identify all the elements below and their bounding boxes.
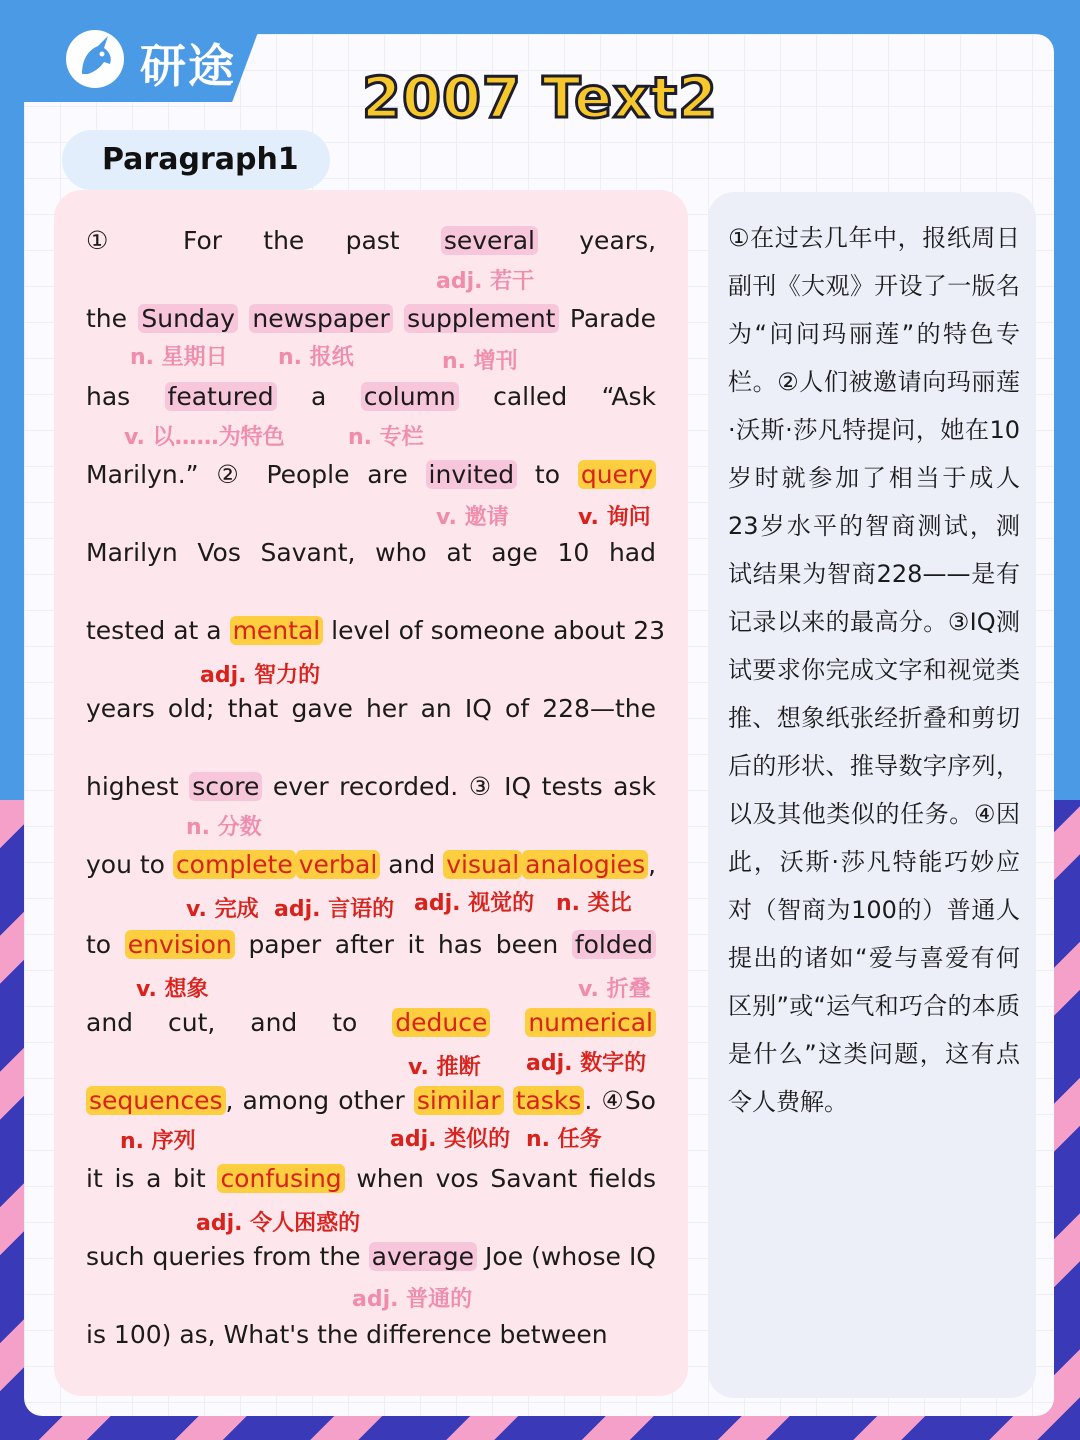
gloss-deduce: v. 推断 [408, 1055, 481, 1080]
gloss-mental: adj. 智力的 [200, 663, 321, 688]
english-line-6: tested at a mental level of someone about 23 [86, 616, 666, 645]
gloss-envision: v. 想象 [136, 977, 209, 1002]
english-line-9: you to complete verbal and visual analogies , [86, 850, 657, 879]
vocab-average: average [369, 1242, 477, 1271]
english-line-14: such queries from the average Joe (whose IQ [86, 1242, 656, 1271]
page-title: 2007 Text2 [362, 66, 718, 131]
brand-logo-text: 研途 [140, 39, 236, 93]
paragraph-label-pill [62, 130, 330, 190]
gloss-numerical: adj. 数字的 [526, 1051, 647, 1076]
vocab-newspaper: newspaper [249, 304, 392, 333]
gloss-similar: adj. 类似的 [390, 1127, 511, 1152]
vocab-supplement: supplement [404, 304, 558, 333]
chinese-translation-text: ①在过去几年中，报纸周日副刊《大观》开设了一版名为“问问玛丽莲”的特色专栏。②人们被邀请向玛丽莲·沃斯·莎凡特提问，她在10岁时就参加了相当于成人23岁水平的智商测试，测试结果为智商228——是有记录以来的最高分。③IQ测试要求你完成文字和视觉类推、想象纸张经折叠和剪切后的形状、推导数字序列，以及其他类似的任务。④因此，沃斯·莎凡特能巧妙应对（智商为100的）普通人提出的诸如“爱与喜爱有何区别”或“运气和巧合的本质是什么”这类问题，这有点令人费解。 [728, 224, 1020, 1116]
english-text-panel [54, 190, 688, 1396]
vocab-similar: similar [414, 1086, 504, 1115]
gloss-confusing: adj. 令人困惑的 [196, 1211, 361, 1236]
vocab-verbal: verbal [296, 850, 381, 879]
paragraph-label: Paragraph1 [102, 142, 299, 177]
gloss-sequences: n. 序列 [120, 1129, 196, 1154]
gloss-column: n. 专栏 [348, 425, 424, 450]
gloss-complete: v. 完成 [186, 897, 259, 922]
gloss-verbal: adj. 言语的 [274, 897, 395, 922]
english-line-1: ① For the past several years, [86, 226, 657, 255]
vocab-query: query [578, 460, 656, 489]
chinese-translation-panel [708, 192, 1036, 1398]
gloss-folded: v. 折叠 [578, 977, 651, 1002]
gloss-score: n. 分数 [186, 815, 262, 840]
gloss-sunday: n. 星期日 [130, 345, 228, 370]
english-line-5: Marilyn Vos Savant, who at age 10 had [86, 538, 656, 567]
english-line-3: has featured a column called “Ask [86, 382, 656, 411]
gloss-query: v. 询问 [578, 505, 651, 530]
gloss-analogies: n. 类比 [556, 891, 632, 916]
vocab-visual: visual [443, 850, 522, 879]
vocab-envision: envision [125, 930, 235, 959]
vocab-sunday: Sunday [138, 304, 238, 333]
gloss-several: adj. 若干 [436, 269, 535, 294]
vocab-confusing: confusing [217, 1164, 344, 1193]
gloss-invited: v. 邀请 [436, 505, 509, 530]
gloss-tasks: n. 任务 [526, 1127, 602, 1152]
english-line-7: years old; that gave her an IQ of 228—the [86, 694, 656, 723]
vocab-tasks: tasks [513, 1086, 585, 1115]
english-line-13: it is a bit confusing when vos Savant fields [86, 1164, 656, 1193]
vocab-score: score [189, 772, 262, 801]
vocab-folded: folded [572, 930, 656, 959]
english-line-12: sequences , among other similar tasks . ④So [86, 1086, 656, 1115]
gloss-average: adj. 普通的 [352, 1287, 473, 1312]
vocab-invited: invited [426, 460, 518, 489]
gloss-supplement: n. 增刊 [442, 349, 518, 374]
english-line-10: to envision paper after it has been folded [86, 930, 656, 959]
vocab-featured: featured [165, 382, 277, 411]
english-line-8: highest score ever recorded. ③ IQ tests ask [86, 772, 656, 801]
vocab-analogies: analogies [522, 850, 648, 879]
vocab-several: several [441, 226, 538, 255]
english-line-4: Marilyn.” ② People are invited to query [86, 460, 656, 489]
vocab-mental: mental [230, 616, 324, 645]
vocab-deduce: deduce [392, 1008, 490, 1037]
vocab-sequences: sequences [86, 1086, 226, 1115]
gloss-featured: v. 以……为特色 [124, 425, 285, 450]
english-line-15: is 100) as, What's the difference between [86, 1320, 608, 1349]
gloss-newspaper: n. 报纸 [278, 345, 354, 370]
vocab-numerical: numerical [525, 1008, 656, 1037]
gloss-visual: adj. 视觉的 [414, 891, 535, 916]
vocab-complete: complete [173, 850, 296, 879]
english-line-11: and cut, and to deduce numerical [86, 1008, 656, 1037]
english-line-2: the Sunday newspaper supplement Parade [86, 304, 657, 333]
vocab-column: column [361, 382, 459, 411]
